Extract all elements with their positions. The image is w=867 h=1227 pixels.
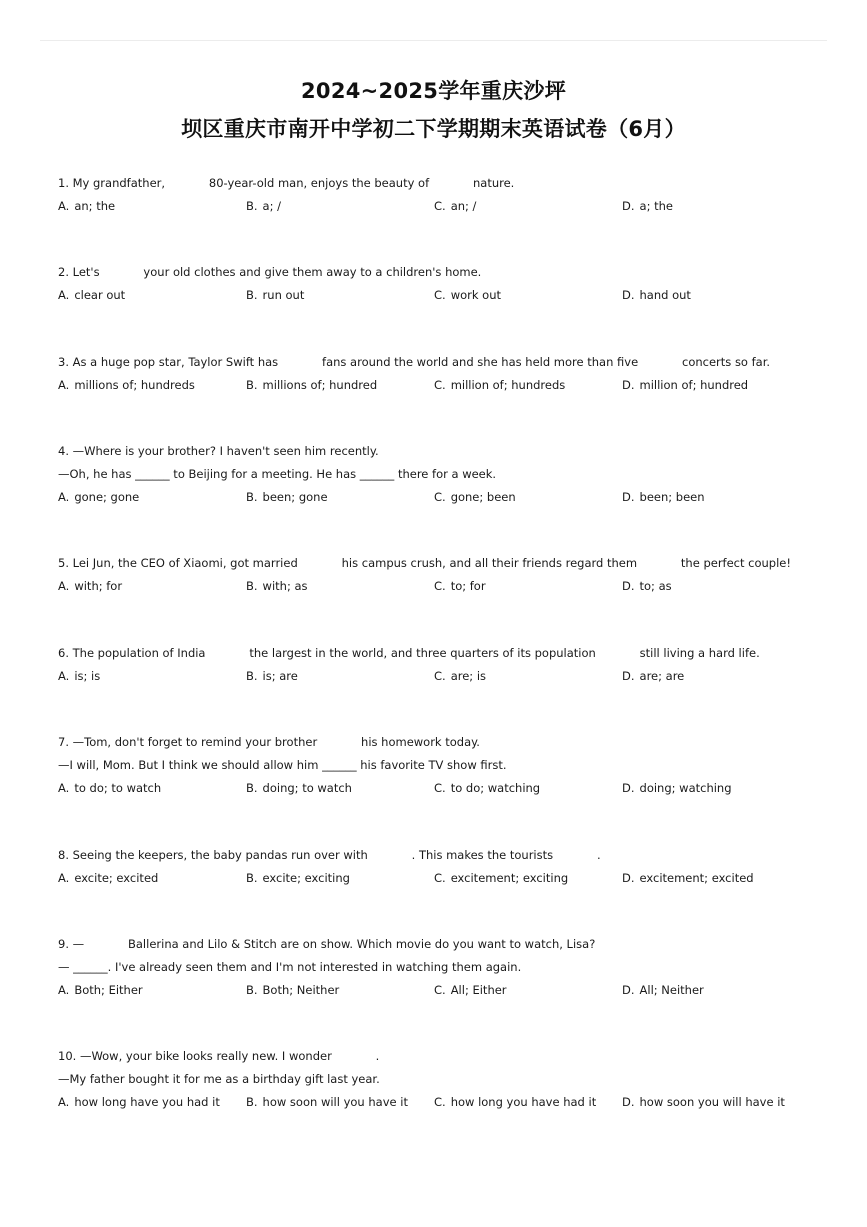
option-d[interactable] [622,284,691,307]
answer-options [58,867,818,890]
option-a[interactable] [58,195,115,218]
option-c[interactable] [434,195,476,218]
option-letter: A. [58,871,70,885]
option-letter: C. [434,871,446,885]
option-letter: C. [434,669,446,683]
question-text: 10. —Wow, your bike looks really new. I wonder . [58,1049,380,1063]
exam-title-line-1: 2024~2025学年重庆沙坪 [301,79,566,103]
option-d[interactable] [622,979,704,1002]
option-letter: B. [246,781,258,795]
question-text: —I will, Mom. But I think we should allow him ______ his favorite TV show first. [58,758,507,772]
option-a[interactable] [58,979,143,1002]
question-2 [58,261,818,307]
option-text: with; as [262,579,308,593]
option-text: hand out [639,288,691,302]
option-a[interactable] [58,374,195,397]
option-d[interactable] [622,575,672,598]
option-text: doing; to watch [262,781,352,795]
option-a[interactable] [58,867,158,890]
option-text: how long you have had it [450,1095,597,1109]
option-c[interactable] [434,1091,596,1114]
option-text: gone; gone [74,490,140,504]
option-a[interactable] [58,777,161,800]
question-text: 5. Lei Jun, the CEO of Xiaomi, got married his campus crush, and all their friends regard them the perfect couple! [58,556,791,570]
option-letter: A. [58,199,70,213]
question-4 [58,440,818,509]
option-letter: D. [622,1095,635,1109]
question-7 [58,731,818,800]
question-3 [58,351,818,397]
option-text: doing; watching [639,781,732,795]
question-10 [58,1045,818,1114]
option-c[interactable] [434,284,501,307]
option-text: millions of; hundred [262,378,378,392]
option-letter: D. [622,781,635,795]
option-letter: C. [434,1095,446,1109]
option-letter: D. [622,288,635,302]
option-text: a; the [639,199,673,213]
answer-options [58,575,818,598]
option-text: to; as [639,579,672,593]
option-letter: B. [246,579,258,593]
answer-options [58,777,818,800]
option-text: work out [450,288,502,302]
option-letter: A. [58,781,70,795]
option-c[interactable] [434,777,540,800]
option-letter: B. [246,490,258,504]
option-letter: B. [246,871,258,885]
option-d[interactable] [622,777,732,800]
option-a[interactable] [58,665,100,688]
option-d[interactable] [622,195,673,218]
option-text: excite; exciting [262,871,350,885]
option-text: how soon will you have it [262,1095,408,1109]
answer-options [58,284,818,307]
option-b[interactable] [246,665,298,688]
option-c[interactable] [434,575,486,598]
option-text: to do; watching [450,781,541,795]
option-c[interactable] [434,979,507,1002]
option-letter: C. [434,781,446,795]
question-5 [58,552,818,598]
answer-options [58,374,818,397]
option-text: how long have you had it [74,1095,220,1109]
option-text: All; Neither [639,983,704,997]
option-b[interactable] [246,575,308,598]
option-letter: B. [246,1095,258,1109]
option-letter: B. [246,669,258,683]
option-text: excite; excited [74,871,159,885]
option-b[interactable] [246,284,304,307]
question-1 [58,172,818,218]
option-letter: A. [58,579,70,593]
option-b[interactable] [246,195,281,218]
option-letter: C. [434,983,446,997]
option-c[interactable] [434,665,486,688]
question-text: 2. Let's your old clothes and give them away to a children's home. [58,265,482,279]
option-b[interactable] [246,867,350,890]
option-d[interactable] [622,1091,785,1114]
answer-options [58,1091,818,1114]
option-text: to do; to watch [74,781,162,795]
option-letter: B. [246,983,258,997]
option-letter: D. [622,983,635,997]
option-letter: B. [246,288,258,302]
option-b[interactable] [246,1091,408,1114]
answer-options [58,665,818,688]
option-letter: A. [58,490,70,504]
option-text: run out [262,288,305,302]
option-d[interactable] [622,867,754,890]
option-text: an; the [74,199,116,213]
option-text: are; are [639,669,685,683]
option-d[interactable] [622,665,684,688]
option-letter: C. [434,199,446,213]
option-letter: D. [622,669,635,683]
question-6 [58,642,818,688]
option-text: million of; hundred [639,378,749,392]
option-letter: D. [622,199,635,213]
option-letter: A. [58,1095,70,1109]
option-text: to; for [450,579,486,593]
question-text: —My father bought it for me as a birthday gift last year. [58,1072,380,1086]
option-c[interactable] [434,486,516,509]
option-a[interactable] [58,486,139,509]
option-text: million of; hundreds [450,378,566,392]
answer-options [58,195,818,218]
question-text: 4. —Where is your brother? I haven't seen him recently. [58,444,379,458]
option-letter: B. [246,378,258,392]
question-text: 8. Seeing the keepers, the baby pandas run over with . This makes the tourists . [58,848,601,862]
option-d[interactable] [622,486,705,509]
option-b[interactable] [246,374,377,397]
option-text: clear out [74,288,126,302]
answer-options [58,979,818,1002]
exam-title-line-2: 坝区重庆市南开中学初二下学期期末英语试卷（6月） [181,117,686,141]
question-text: 3. As a huge pop star, Taylor Swift has fans around the world and she has held more than five concerts so far. [58,355,771,369]
header-divider [40,40,827,41]
option-letter: D. [622,871,635,885]
option-text: are; is [450,669,487,683]
option-a[interactable] [58,1091,220,1114]
question-text: —Oh, he has ______ to Beijing for a meeting. He has ______ there for a week. [58,467,497,481]
option-letter: A. [58,669,70,683]
option-text: an; / [450,199,477,213]
question-text: 6. The population of India the largest in the world, and three quarters of its population still living a hard life. [58,646,760,660]
option-letter: C. [434,378,446,392]
question-text: 1. My grandfather, 80-year-old man, enjoys the beauty of nature. [58,176,515,190]
option-text: excitement; exciting [450,871,569,885]
option-text: millions of; hundreds [74,378,195,392]
option-text: with; for [74,579,123,593]
option-letter: D. [622,378,635,392]
question-9 [58,933,818,1002]
option-text: how soon you will have it [639,1095,785,1109]
option-b[interactable] [246,777,352,800]
option-b[interactable] [246,486,328,509]
option-a[interactable] [58,575,122,598]
question-8 [58,844,818,890]
option-a[interactable] [58,284,125,307]
option-text: is; are [262,669,298,683]
option-letter: C. [434,288,446,302]
option-b[interactable] [246,979,339,1002]
option-text: been; been [639,490,705,504]
answer-options [58,486,818,509]
option-letter: C. [434,579,446,593]
option-letter: D. [622,579,635,593]
option-text: All; Either [450,983,507,997]
option-c[interactable] [434,374,565,397]
option-letter: A. [58,288,70,302]
option-letter: C. [434,490,446,504]
option-text: been; gone [262,490,328,504]
option-letter: D. [622,490,635,504]
option-text: Both; Either [74,983,143,997]
option-letter: B. [246,199,258,213]
option-text: a; / [262,199,281,213]
question-text: 7. —Tom, don't forget to remind your brother his homework today. [58,735,480,749]
option-text: is; is [74,669,101,683]
option-letter: A. [58,983,70,997]
option-text: excitement; excited [639,871,754,885]
option-text: gone; been [450,490,516,504]
option-letter: A. [58,378,70,392]
option-text: Both; Neither [262,983,340,997]
option-d[interactable] [622,374,748,397]
question-text: 9. — Ballerina and Lilo & Stitch are on show. Which movie do you want to watch, Lisa? [58,937,596,951]
question-text: — ______. I've already seen them and I'm not interested in watching them again. [58,960,522,974]
option-c[interactable] [434,867,568,890]
